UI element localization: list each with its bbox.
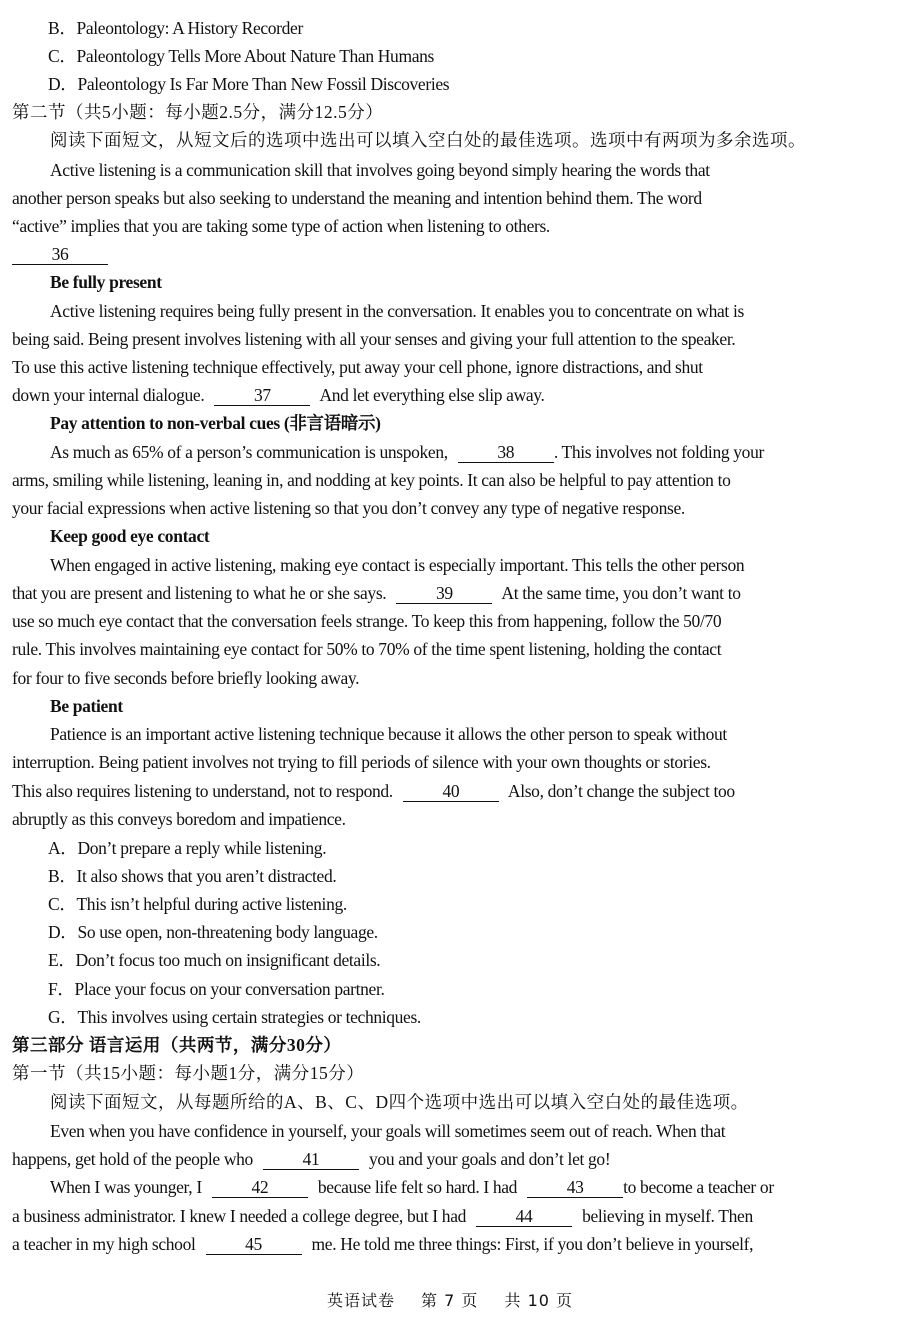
p3-line-5: for four to five seconds before briefly looking away. (12, 668, 360, 688)
p3-line-2-text-b: At the same time, you don’t want to (501, 583, 741, 603)
page-footer (0, 1288, 900, 1311)
p1-line-4-text-a: down your internal dialogue. (12, 385, 205, 405)
option-a: A．Don’t prepare a reply while listening. (48, 838, 327, 858)
p1-line-3: To use this active listening technique effectively, put away your cell phone, ignore distractions, and shut (12, 357, 703, 377)
section2-instruction: 阅读下面短文，从短文后的选项中选出可以填入空白处的最佳选项。选项中有两项为多余选项。 (50, 130, 806, 150)
option-e: E．Don’t focus too much on insignificant details. (48, 950, 381, 970)
passage-line-5 (12, 1230, 753, 1259)
p3-line-3: use so much eye contact that the conversation feels strange. To keep this from happening, follow the 50/70 (12, 611, 722, 631)
p4-line-1: Patience is an important active listening technique because it allows the other person to speak without (50, 724, 727, 744)
heading-eye-contact: Keep good eye contact (50, 526, 210, 546)
option-b: B．It also shows that you aren’t distracted. (48, 866, 337, 886)
p2-line-1 (50, 438, 764, 467)
p1-line-4-text-b: And let everything else slip away. (319, 385, 545, 405)
heading-be-patient: Be patient (50, 696, 123, 716)
p3-line-2 (12, 579, 741, 608)
p1-line-2: being said. Being present involves listening with all your senses and giving your full attention to the speaker. (12, 329, 736, 349)
p2-line-2: arms, smiling while listening, leaning in, and nodding at key points. It can also be helpful to pay attention to (12, 470, 731, 490)
footer-total-pages: 共 10 页 (504, 1291, 574, 1310)
p2-line-3: your facial expressions when active listening so that you don’t convey any type of negative response. (12, 498, 685, 518)
p2-line-1-text-b: . This involves not folding your (553, 442, 764, 462)
p3-line-1: When engaged in active listening, making eye contact is especially important. This tells the other person (50, 555, 745, 575)
p4-line-4: abruptly as this conveys boredom and impatience. (12, 809, 346, 829)
blank-43[interactable]: 43 (527, 1177, 623, 1198)
p4-line-3 (12, 777, 735, 806)
blank-36-line (12, 240, 114, 269)
passage-line-3-text-b: because life felt so hard. I had (317, 1177, 518, 1197)
p4-line-2: interruption. Being patient involves not trying to fill periods of silence with your own thoughts or stories. (12, 752, 711, 772)
intro-line-2: another person speaks but also seeking to understand the meaning and intention behind them. The word (12, 188, 702, 208)
part3-heading: 第三部分 语言运用（共两节，满分30分） (12, 1035, 342, 1055)
blank-45[interactable]: 45 (206, 1234, 302, 1255)
intro-line-3: “active” implies that you are taking some type of action when listening to others. (12, 216, 550, 236)
passage-line-4-text-a: a business administrator. I knew I needed a college degree, but I had (12, 1206, 467, 1226)
passage-line-5-text-b: me. He told me three things: First, if you don’t believe in yourself, (311, 1234, 754, 1254)
passage-line-3 (50, 1173, 774, 1202)
p3-line-4: rule. This involves maintaining eye contact for 50% to 70% of the time spent listening, holding the contact (12, 639, 722, 659)
passage-line-5-text-a: a teacher in my high school (12, 1234, 196, 1254)
p4-line-3-text-b: Also, don’t change the subject too (507, 781, 735, 801)
prev-option-b: B．Paleontology: A History Recorder (48, 18, 303, 38)
footer-subject: 英语试卷 (326, 1291, 395, 1310)
footer-page-number: 第 7 页 (421, 1291, 479, 1310)
part3-sub-heading: 第一节（共15小题：每小题1分，满分15分） (12, 1063, 365, 1083)
passage-line-3-text-a: When I was younger, I (50, 1177, 202, 1197)
p1-line-1: Active listening requires being fully present in the conversation. It enables you to concentrate on what is (50, 301, 744, 321)
option-f: F．Place your focus on your conversation partner. (48, 979, 385, 999)
heading-non-verbal-cues: Pay attention to non-verbal cues (非言语暗示) (50, 413, 381, 433)
option-c: C．This isn’t helpful during active listening. (48, 894, 347, 914)
blank-42[interactable]: 42 (212, 1177, 308, 1198)
blank-37[interactable]: 37 (214, 385, 310, 406)
passage-line-2-text-a: happens, get hold of the people who (12, 1149, 253, 1169)
p1-line-4 (12, 381, 545, 410)
section2-heading: 第二节（共5小题：每小题2.5分，满分12.5分） (12, 102, 384, 122)
intro-line-1: Active listening is a communication skill that involves going beyond simply hearing the words that (50, 160, 710, 180)
passage-line-1: Even when you have confidence in yourself, your goals will sometimes seem out of reach. When that (50, 1121, 726, 1141)
passage-line-4-text-b: believing in myself. Then (582, 1206, 753, 1226)
part3-instruction: 阅读下面短文，从每题所给的A、B、C、D四个选项中选出可以填入空白处的最佳选项。 (50, 1092, 749, 1112)
p4-line-3-text-a: This also requires listening to understand, not to respond. (12, 781, 393, 801)
passage-line-2-text-b: you and your goals and don’t let go! (369, 1149, 611, 1169)
passage-line-3-text-c: to become a teacher or (623, 1177, 774, 1197)
blank-41[interactable]: 41 (263, 1149, 359, 1170)
blank-38[interactable]: 38 (458, 442, 554, 463)
p2-line-1-text-a: As much as 65% of a person’s communication is unspoken, (50, 442, 448, 462)
p3-line-2-text-a: that you are present and listening to what he or she says. (12, 583, 387, 603)
passage-line-2 (12, 1145, 610, 1174)
option-g: G．This involves using certain strategies or techniques. (48, 1007, 421, 1027)
blank-40[interactable]: 40 (403, 781, 499, 802)
blank-36[interactable]: 36 (12, 244, 108, 265)
option-d: D．So use open, non-threatening body language. (48, 922, 378, 942)
passage-line-4 (12, 1202, 753, 1231)
blank-39[interactable]: 39 (396, 583, 492, 604)
heading-be-fully-present: Be fully present (50, 272, 162, 292)
prev-option-d: D．Paleontology Is Far More Than New Fossil Discoveries (48, 74, 450, 94)
prev-option-c: C．Paleontology Tells More About Nature Than Humans (48, 46, 435, 66)
blank-44[interactable]: 44 (476, 1206, 572, 1227)
